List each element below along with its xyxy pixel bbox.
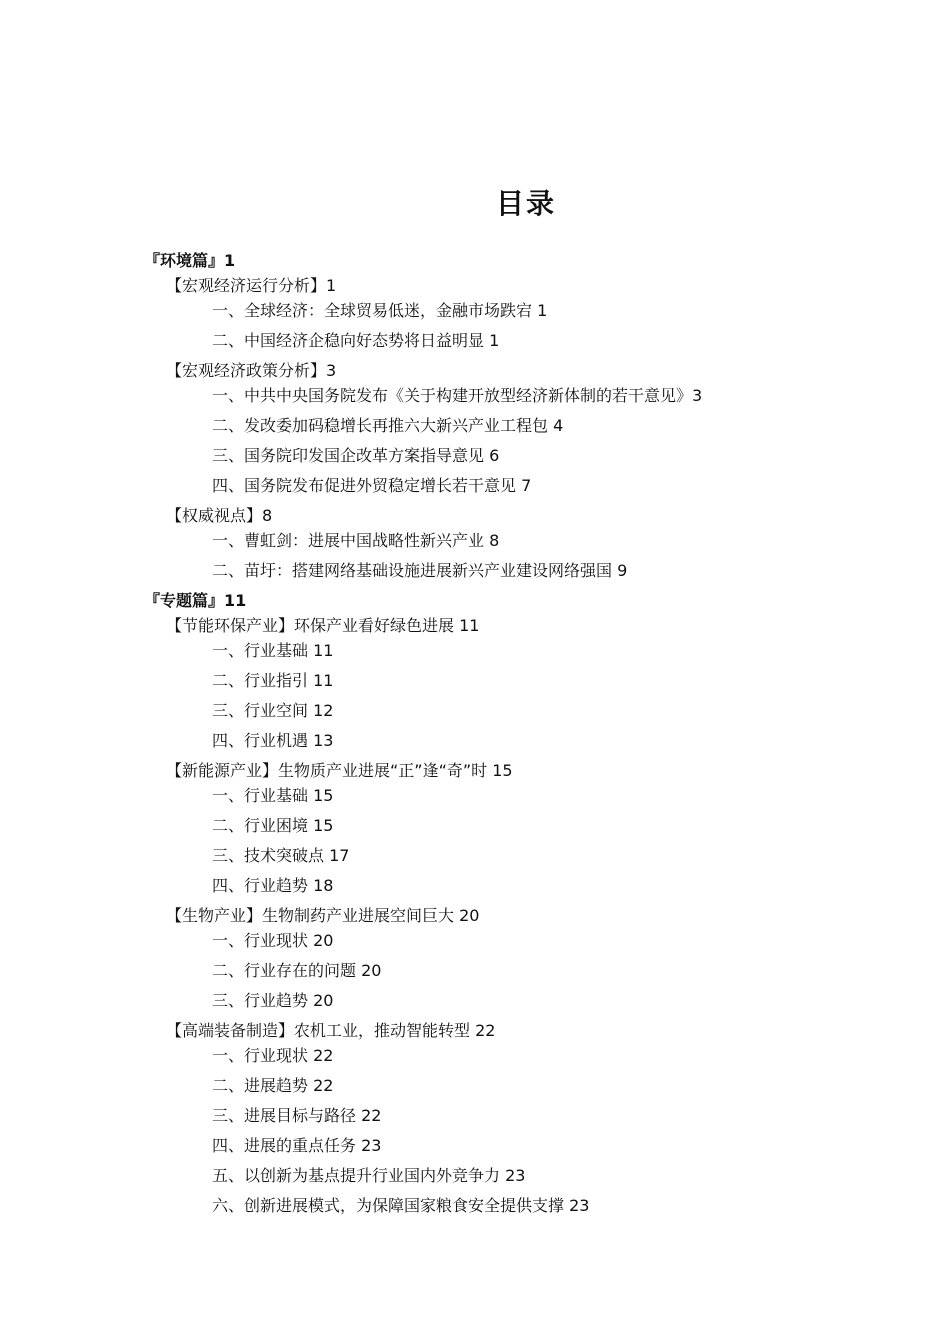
toc-subentry[interactable]: 二、行业指引 11 (212, 671, 334, 690)
toc-subentry[interactable]: 三、行业趋势 20 (212, 991, 334, 1010)
toc-subentry[interactable]: 四、国务院发布促进外贸稳定增长若干意见 7 (212, 476, 532, 495)
toc-part-heading[interactable]: 『专题篇』11 (144, 591, 247, 610)
toc-subentry[interactable]: 二、行业存在的问题 20 (212, 961, 382, 980)
toc-section-entry[interactable]: 【宏观经济运行分析】1 (166, 276, 337, 295)
page-title: 目录 (495, 187, 556, 220)
toc-subentry[interactable]: 三、技术突破点 17 (212, 846, 350, 865)
toc-subentry[interactable]: 二、苗圩：搭建网络基础设施进展新兴产业建设网络强国 9 (212, 561, 628, 580)
toc-subentry[interactable]: 一、行业基础 11 (212, 641, 334, 660)
toc-section-entry[interactable]: 【宏观经济政策分析】3 (166, 361, 337, 380)
toc-subentry[interactable]: 四、行业机遇 13 (212, 731, 334, 750)
toc-subentry[interactable]: 一、行业现状 20 (212, 931, 334, 950)
toc-subentry[interactable]: 一、行业基础 15 (212, 786, 334, 805)
toc-subentry[interactable]: 二、进展趋势 22 (212, 1076, 334, 1095)
toc-subentry[interactable]: 二、行业困境 15 (212, 816, 334, 835)
toc-subentry[interactable]: 三、国务院印发国企改革方案指导意见 6 (212, 446, 500, 465)
toc-subentry[interactable]: 四、进展的重点任务 23 (212, 1136, 382, 1155)
toc-subentry[interactable]: 四、行业趋势 18 (212, 876, 334, 895)
toc-subentry[interactable]: 五、以创新为基点提升行业国内外竞争力 23 (212, 1166, 526, 1185)
toc-section-entry[interactable]: 【高端装备制造】农机工业，推动智能转型 22 (166, 1021, 496, 1040)
toc-subentry[interactable]: 一、中共中央国务院发布《关于构建开放型经济新体制的若干意见》3 (212, 386, 703, 405)
toc-subentry[interactable]: 二、中国经济企稳向好态势将日益明显 1 (212, 331, 500, 350)
toc-subentry[interactable]: 六、创新进展模式，为保障国家粮食安全提供支撑 23 (212, 1196, 590, 1215)
toc-subentry[interactable]: 一、曹虹剑：进展中国战略性新兴产业 8 (212, 531, 500, 550)
toc-section-entry[interactable]: 【节能环保产业】环保产业看好绿色进展 11 (166, 616, 480, 635)
toc-subentry[interactable]: 二、发改委加码稳增长再推六大新兴产业工程包 4 (212, 416, 564, 435)
toc-subentry[interactable]: 一、行业现状 22 (212, 1046, 334, 1065)
toc-subentry[interactable]: 三、行业空间 12 (212, 701, 334, 720)
toc-section-entry[interactable]: 【新能源产业】生物质产业进展“正”逢“奇”时 15 (166, 761, 513, 780)
toc-subentry[interactable]: 三、进展目标与路径 22 (212, 1106, 382, 1125)
toc-section-entry[interactable]: 【生物产业】生物制药产业进展空间巨大 20 (166, 906, 480, 925)
toc-subentry[interactable]: 一、全球经济：全球贸易低迷，金融市场跌宕 1 (212, 301, 548, 320)
toc-section-entry[interactable]: 【权威视点】8 (166, 506, 273, 525)
toc-part-heading[interactable]: 『环境篇』1 (144, 251, 236, 270)
